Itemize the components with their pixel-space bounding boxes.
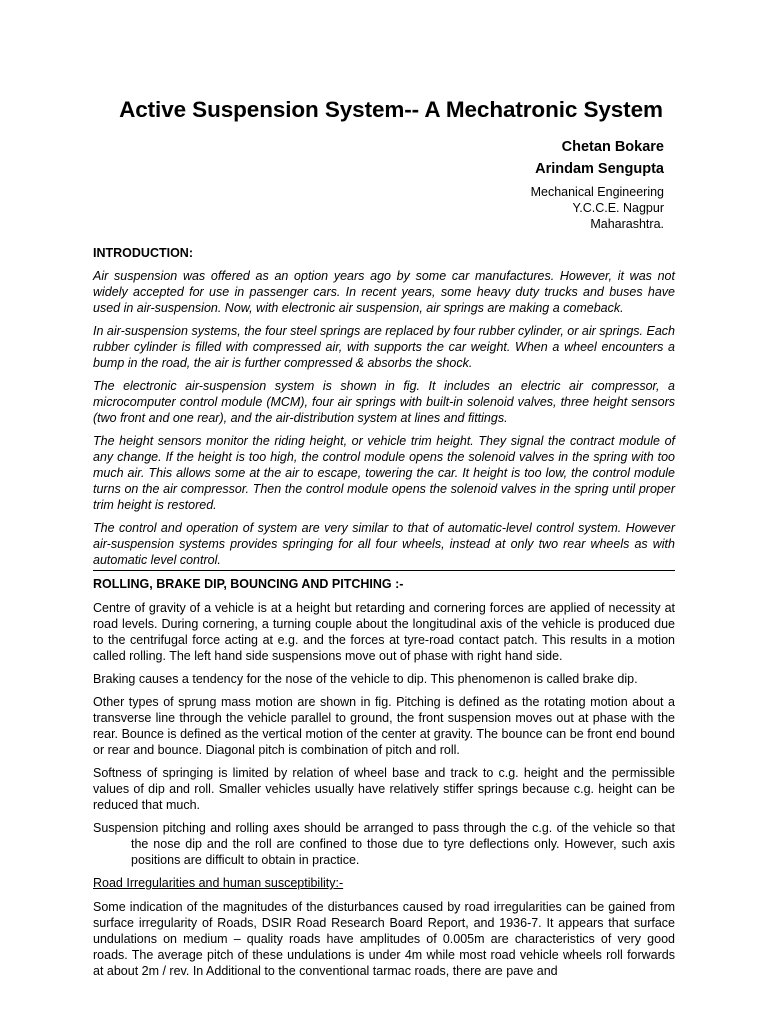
affiliation-line: Maharashtra. [590, 217, 664, 231]
author-name: Arindam Sengupta [535, 161, 664, 177]
paragraph: The height sensors monitor the riding height, or vehicle trim height. They signal the contract module of any change. If the height is too high, the control module opens the solenoid valves in the spring with too much air. This allows some at the air to escape, towering the car. It height is too low, the control module turns on the air compressor. Then the control module opens the solenoid valves in the spring until proper trim height is restored. [93, 434, 675, 512]
affiliation-block [93, 184, 675, 232]
subsection-heading-road-irregularities: Road Irregularities and human susceptibility:- [93, 876, 344, 890]
paper-title: Active Suspension System-- A Mechatronic System [119, 97, 663, 122]
paragraph: Softness of springing is limited by relation of wheel base and track to c.g. height and the permissible values of dip and roll. Smaller vehicles usually have relatively stiffer springs because c.g. height can be reduced that much. [93, 766, 675, 812]
author-name: Chetan Bokare [561, 139, 664, 155]
paragraph: Other types of sprung mass motion are shown in fig. Pitching is defined as the rotating motion about a transverse line through the vehicle parallel to ground, the front suspension moves out at phase with the rear. Bounce is defined as the vertical motion of the center at gravity. The bounce can be front end bound or rear and bounce. Diagonal pitch is combination of pitch and roll. [93, 695, 675, 757]
paragraph-hanging: Suspension pitching and rolling axes should be arranged to pass through the c.g. of the vehicle so that the nose dip and the roll are confined to those due to tyre deflections only. However, such axis positions are difficult to obtain in practice. [93, 821, 675, 867]
paragraph: Braking causes a tendency for the nose of the vehicle to dip. This phenomenon is called brake dip. [93, 672, 638, 686]
affiliation-line: Y.C.C.E. Nagpur [572, 201, 664, 215]
paragraph: Centre of gravity of a vehicle is at a height but retarding and cornering forces are applied of necessity at road levels. During cornering, a turning couple about the longitudinal axis of the vehicle is produced due to the centrifugal force acting at e.g. and the forces at tyre-road contact patch. This results in a motion called rolling. The left hand side suspensions move out of phase with right hand side. [93, 601, 675, 663]
author-block [93, 136, 675, 180]
paragraph: In air-suspension systems, the four steel springs are replaced by four rubber cylinder, or air springs. Each rubber cylinder is filled with compressed air, with supports the car weight. When a wheel encounters a bump in the road, the air is further compressed & absorbs the shock. [93, 324, 675, 370]
section-divider [93, 570, 675, 571]
paragraph: Some indication of the magnitudes of the disturbances caused by road irregularities can be gained from surface irregularity of Roads, DSIR Road Research Board Report, and 1936-7. It appears that surface undulations on medium – quality roads have amplitudes of 0.005m are characteristics of very good roads. The average pitch of these undulations is under 4m while most road vehicle wheels roll forwards at about 2m / rev. In Additional to the conventional tarmac roads, there are pave and [93, 900, 675, 978]
section-heading-rolling: ROLLING, BRAKE DIP, BOUNCING AND PITCHING :- [93, 577, 404, 591]
paragraph: The electronic air-suspension system is shown in fig. It includes an electric air compressor, a microcomputer control module (MCM), four air springs with built-in solenoid valves, three height sensors (two front and one rear), and the air-distribution system at lines and fittings. [93, 379, 675, 425]
section-heading-introduction: INTRODUCTION: [93, 246, 193, 260]
affiliation-line: Mechanical Engineering [530, 185, 664, 199]
introduction-body [93, 268, 675, 568]
paragraph: Air suspension was offered as an option years ago by some car manufactures. However, it was not widely accepted for use in passenger cars. In recent years, some heavy duty trucks and buses have used in air-suspension. Now, with electronic air suspension, air springs are making a comeback. [93, 269, 675, 315]
paragraph: The control and operation of system are very similar to that of automatic-level control system. However air-suspension systems provides springing for all four wheels, instead at only two rear wheels as with automatic level control. [93, 521, 675, 567]
rolling-section-body [93, 600, 675, 868]
